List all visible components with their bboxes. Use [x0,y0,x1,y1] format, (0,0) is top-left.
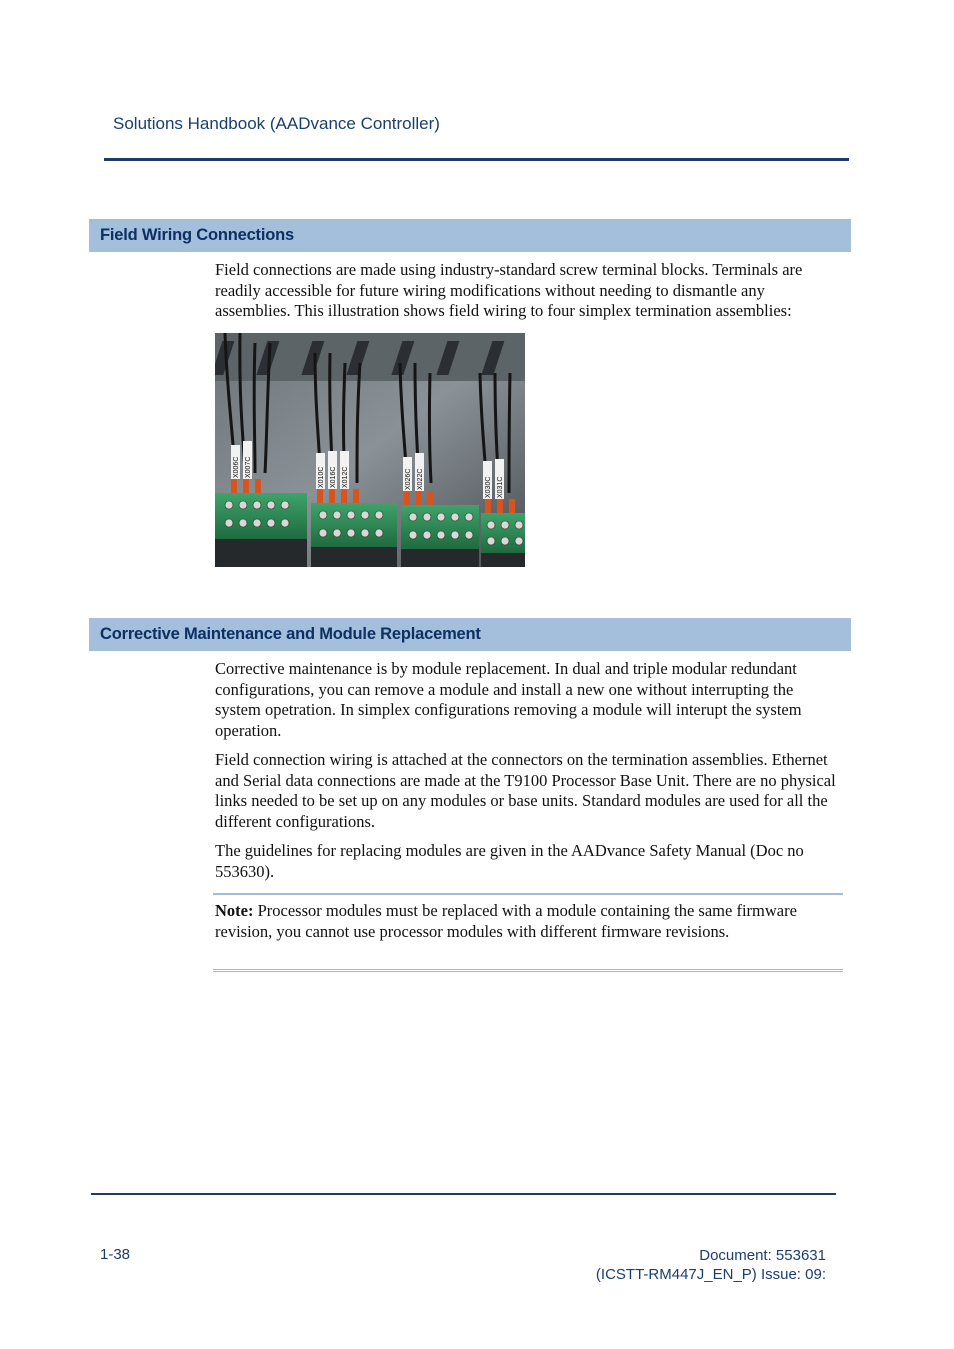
wire-label: X016C [330,466,337,488]
wire-label: X026C [405,468,412,490]
section-heading-field-wiring: Field Wiring Connections [89,219,851,252]
header-rule [104,158,849,161]
wire-label: X006C [233,456,240,478]
section-heading-corrective-maintenance: Corrective Maintenance and Module Replacement [89,618,851,651]
note-text: Processor modules must be replaced with a module containing the same firmware revision, you cannot use processor modules with different firmware revisions. [215,901,797,941]
wire-label: X012C [342,466,349,488]
document-number: Document: 553631 [699,1247,826,1264]
wire-label: X030C [485,476,492,498]
field-wiring-paragraph: Field connections are made using industry-standard screw terminal blocks. Terminals are readily accessible for future wiring modifications without needing to dismantle any assemblies. This illustration shows field wiring to four simplex termination assemblies: [215,260,803,320]
issue-info: (ICSTT-RM447J_EN_P) Issue: 09: [595,1266,826,1283]
page-number: 1-38 [100,1246,131,1263]
field-wiring-photo [215,333,525,567]
document-info [596,1246,826,1284]
maintenance-paragraph-3: The guidelines for replacing modules are given in the AADvance Safety Manual (Doc no 553630). [215,841,804,881]
note-label: Note: [215,901,254,920]
wire-label: X010C [318,466,325,488]
running-header: Solutions Handbook (AADvance Controller) [113,114,440,133]
maintenance-paragraph-2: Field connection wiring is attached at the connectors on the termination assemblies. Ethernet and Serial data connections are made at the T9100 Processor Base Unit. There are no physical links needed to be set up on any modules or base units. Standard modules are used for all the different configurations. [215,750,836,831]
wire-label: X007C [245,456,252,478]
note-rule-bottom [213,969,843,972]
note-rule-top [213,893,843,895]
note-block [215,901,840,942]
wire-label: X031C [497,476,504,498]
maintenance-paragraph-1: Corrective maintenance is by module replacement. In dual and triple modular redundant configurations, you can remove a module and install a new one without interrupting the system opetration. In simplex configurations removing a module will interupt the system operation. [215,659,802,740]
wire-label: X022C [417,468,424,490]
termination-assemblies-illustration [215,333,525,567]
footer-rule [91,1193,836,1195]
